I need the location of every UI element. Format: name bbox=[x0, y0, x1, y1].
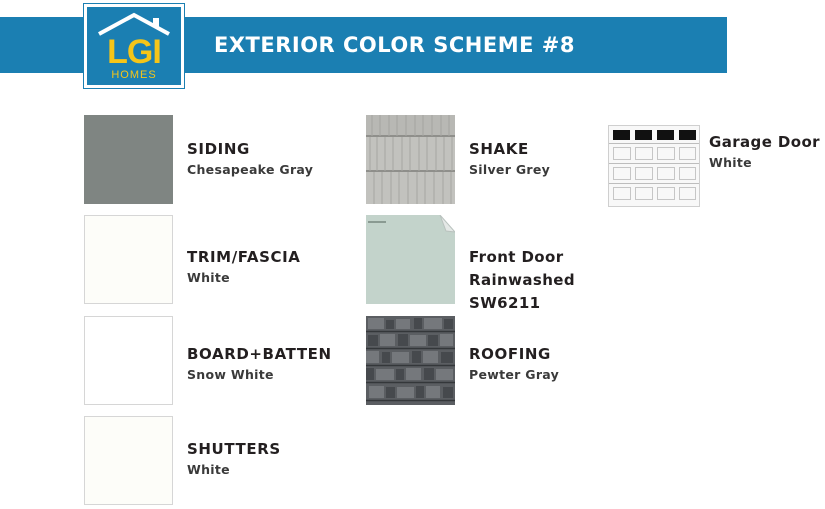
roofing-title: ROOFING bbox=[469, 345, 551, 363]
front-door-label bbox=[469, 246, 575, 315]
siding-title: SIDING bbox=[187, 140, 250, 158]
shutters-swatch bbox=[84, 416, 173, 505]
shutters-color-name: White bbox=[187, 462, 230, 477]
logo-wordmark: LGI bbox=[107, 33, 161, 71]
front-door-swatch bbox=[366, 215, 455, 304]
garage-door-title: Garage Door bbox=[709, 133, 820, 151]
front-door-color-code: SW6211 bbox=[469, 294, 541, 312]
shake-swatch bbox=[366, 115, 455, 204]
trim-color-name: White bbox=[187, 270, 230, 285]
front-door-color-name: Rainwashed bbox=[469, 271, 575, 289]
shake-color-name: Silver Grey bbox=[469, 162, 551, 177]
roofing-swatch bbox=[366, 316, 455, 405]
roofing-color-name: Pewter Gray bbox=[469, 367, 560, 382]
roofing-label bbox=[469, 343, 559, 384]
board-batten-label bbox=[187, 343, 332, 384]
shake-label bbox=[469, 138, 550, 179]
logo-subtext: HOMES bbox=[111, 69, 157, 81]
trim-swatch bbox=[84, 215, 173, 304]
shake-title: SHAKE bbox=[469, 140, 529, 158]
board-batten-swatch bbox=[84, 316, 173, 405]
siding-label bbox=[187, 138, 313, 179]
board-batten-color-name: Snow White bbox=[187, 367, 274, 382]
siding-color-name: Chesapeake Gray bbox=[187, 162, 314, 177]
garage-door-swatch bbox=[608, 125, 700, 207]
siding-swatch bbox=[84, 115, 173, 204]
trim-label bbox=[187, 246, 301, 287]
shake-texture bbox=[366, 115, 455, 204]
garage-door-color-name: White bbox=[709, 155, 752, 170]
trim-title: TRIM/FASCIA bbox=[187, 248, 301, 266]
front-door-title: Front Door bbox=[469, 248, 564, 266]
garage-door-label bbox=[709, 131, 820, 172]
paint-chip-corner bbox=[366, 215, 455, 304]
garage-door-image bbox=[609, 126, 699, 206]
page-title: EXTERIOR COLOR SCHEME #8 bbox=[214, 33, 575, 57]
shutters-title: SHUTTERS bbox=[187, 440, 281, 458]
board-batten-title: BOARD+BATTEN bbox=[187, 345, 332, 363]
shutters-label bbox=[187, 438, 281, 479]
lgi-homes-logo bbox=[84, 4, 184, 88]
roofing-shingle-texture bbox=[366, 316, 455, 405]
